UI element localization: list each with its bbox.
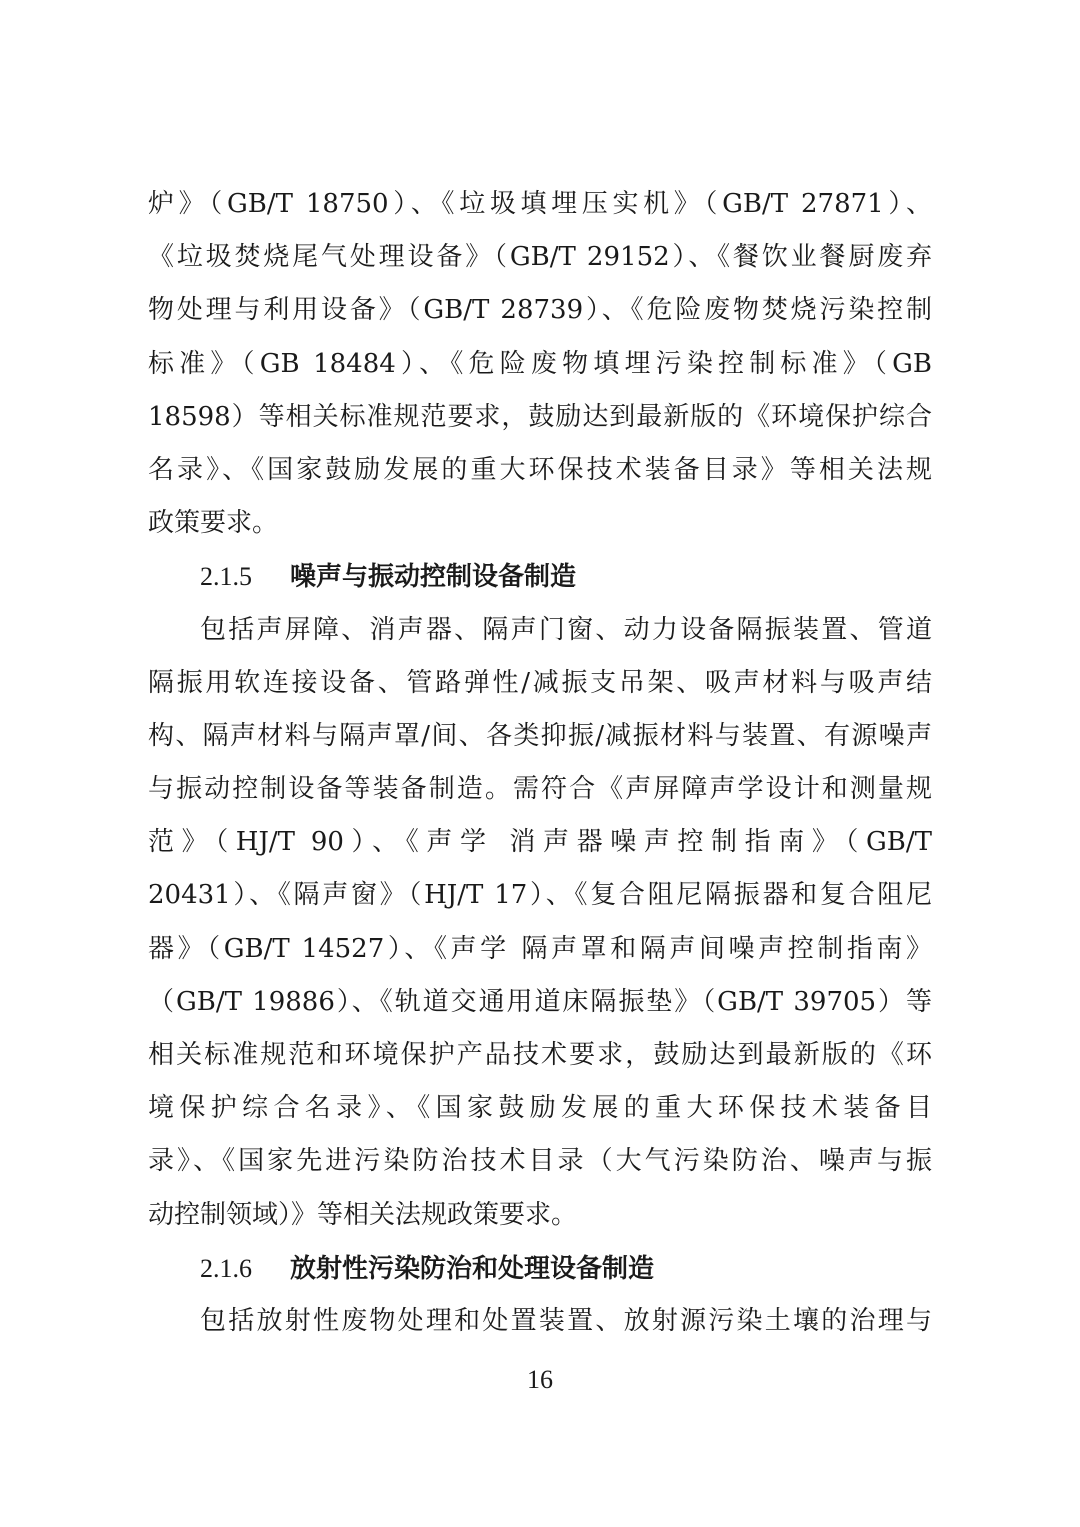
section-title: 放射性污染防治和处理设备制造 xyxy=(290,1253,655,1284)
paragraph-line: 包括放射性废物处理和处置装置、放射源污染土壤的治理与 xyxy=(200,1305,932,1336)
paragraph-line: 炉》（GB/T 18750）、《垃圾填埋压实机》（GB/T 27871）、 xyxy=(148,189,932,219)
document-body xyxy=(148,178,932,1348)
section-heading-2-1-5 xyxy=(148,550,932,603)
paragraph-line: 20431）、《隔声窗》（HJ/T 17）、《复合阻尼隔振器和复合阻尼 xyxy=(148,880,932,911)
section-heading-2-1-6 xyxy=(148,1242,932,1295)
paragraph-line: 境保护综合名录》、《国家鼓励发展的重大环保技术装备目 xyxy=(148,1093,932,1124)
page-number: 16 xyxy=(527,1365,553,1394)
paragraph-line: 包括声屏障、消声器、隔声门窗、动力设备隔振装置、管道 xyxy=(200,614,932,645)
section-number: 2.1.6 xyxy=(200,1253,252,1283)
paragraph-line: 《垃圾焚烧尾气处理设备》（GB/T 29152）、《餐饮业餐厨废弃 xyxy=(148,242,932,273)
paragraph-line: 标准》（GB 18484）、《危险废物填埋污染控制标准》（GB xyxy=(148,348,932,379)
paragraph-line: （GB/T 19886）、《轨道交通用道床隔振垫》（GB/T 39705）等 xyxy=(148,986,932,1017)
paragraph-line: 范》（HJ/T 90）、《声学 消声器噪声控制指南》（GB/T xyxy=(148,827,932,858)
paragraph-line: 物处理与利用设备》（GB/T 28739）、《危险废物焚烧污染控制 xyxy=(148,295,932,326)
paragraph-line: 隔振用软连接设备、管路弹性/减振支吊架、吸声材料与吸声结 xyxy=(148,667,932,698)
paragraph-line: 18598）等相关标准规范要求，鼓励达到最新版的《环境保护综合 xyxy=(148,401,932,432)
paragraph-line: 器》（GB/T 14527）、《声学 隔声罩和隔声间噪声控制指南》 xyxy=(148,933,932,964)
section-title: 噪声与振动控制设备制造 xyxy=(290,562,577,593)
paragraph-line: 政策要求。 xyxy=(148,508,279,539)
paragraph-line: 录》、《国家先进污染防治技术目录（大气污染防治、噪声与振 xyxy=(148,1146,932,1177)
paragraph-line: 动控制领域）》等相关法规政策要求。 xyxy=(148,1199,578,1230)
paragraph-line: 与振动控制设备等装备制造。需符合《声屏障声学设计和测量规 xyxy=(148,774,932,805)
section-number: 2.1.5 xyxy=(200,562,252,592)
paragraph-line: 构、隔声材料与隔声罩/间、各类抑振/减振材料与装置、有源噪声 xyxy=(148,720,932,751)
paragraph-line: 相关标准规范和环境保护产品技术要求，鼓励达到最新版的《环 xyxy=(148,1040,932,1070)
paragraph-line: 名录》、《国家鼓励发展的重大环保技术装备目录》等相关法规 xyxy=(148,454,932,485)
